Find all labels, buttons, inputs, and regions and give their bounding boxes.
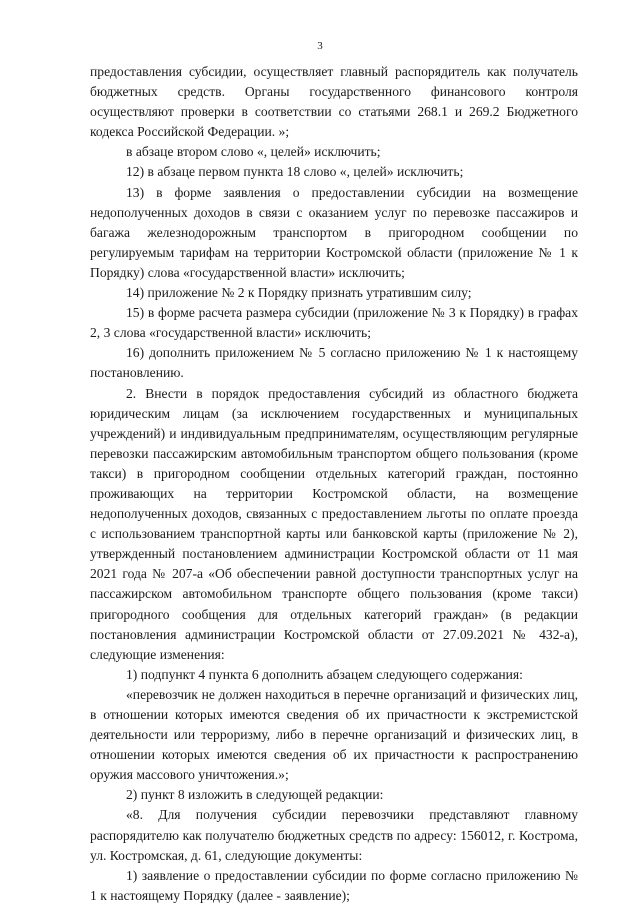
paragraph: «8. Для получения субсидии перевозчики представляют главному распорядителю как получателю бюджетных средств по адресу: 156012, г. Кострома, ул. Костромская, д. 61, следующие документы: bbox=[90, 807, 578, 863]
paragraph: 15) в форме расчета размера субсидии (приложение № 3 к Порядку) в графах 2, 3 слова «государственной власти» исключить; bbox=[90, 305, 578, 341]
paragraph: 13) в форме заявления о предоставлении субсидии на возмещение недополученных доходов в связи с оказанием услуг по перевозке пассажиров и багажа железнодорожным транспортом в пригородном сообщении по регулируемым тарифам на территории Костромской области (приложение № 1 к Порядку) слова «государственной власти» исключить; bbox=[90, 184, 578, 280]
document-body bbox=[90, 62, 578, 906]
paragraph: 1) подпункт 4 пункта 6 дополнить абзацем следующего содержания: bbox=[126, 666, 523, 682]
paragraph: 16) дополнить приложением № 5 согласно приложению № 1 к настоящему постановлению. bbox=[90, 345, 578, 381]
paragraph: 2) пункт 8 изложить в следующей редакции: bbox=[126, 787, 384, 803]
paragraph: «перевозчик не должен находиться в перечне организаций и физических лиц, в отношении которых имеются сведения об их причастности к экстремистской деятельности или терроризму, либо в перечне организаций и физических лиц, в отношении которых имеются сведения об их причастности к распространению оружия массового уничтожения.»; bbox=[90, 686, 578, 783]
page-number: 3 bbox=[317, 40, 323, 52]
paragraph: в абзаце втором слово «, целей» исключить; bbox=[126, 144, 381, 160]
paragraph: 14) приложение № 2 к Порядку признать утратившим силу; bbox=[126, 285, 472, 301]
paragraph: 2. Внести в порядок предоставления субсидий из областного бюджета юридическим лицам (за исключением государственных и муниципальных учреждений) и индивидуальным предпринимателям, осуществляющим регулярные перевозки пассажирским автомобильным транспортом общего пользования (кроме такси) в пригородном сообщении отдельных категорий граждан, постоянно проживающих на территории Костромской области, на возмещение недополученных доходов, связанных с предоставлением льготы по оплате проезда с использованием транспортной карты или банковской карты (приложение № 2), утвержденный постановлением администрации Костромской области от 11 мая 2021 года № 207-а «Об обеспечении равной доступности транспортных услуг на пассажирском автомобильном транспорте общего пользования (кроме такси) пригородного сообщения для отдельных категорий граждан» (в редакции постановления администрации Костромской области от 27.09.2021 № 432-а), следующие изменения: bbox=[90, 385, 578, 662]
paragraph: 12) в абзаце первом пункта 18 слово «, целей» исключить; bbox=[126, 164, 464, 180]
paragraph: предоставления субсидии, осуществляет главный распорядитель как получатель бюджетных средств. Органы государственного финансового контроля осуществляют проверки в соответствии со статьями 268.1 и 269.2 Бюджетного кодекса Российской Федерации. »; bbox=[90, 64, 578, 140]
paragraph: 1) заявление о предоставлении субсидии по форме согласно приложению № 1 к настоящему Порядку (далее - заявление); bbox=[90, 867, 578, 903]
